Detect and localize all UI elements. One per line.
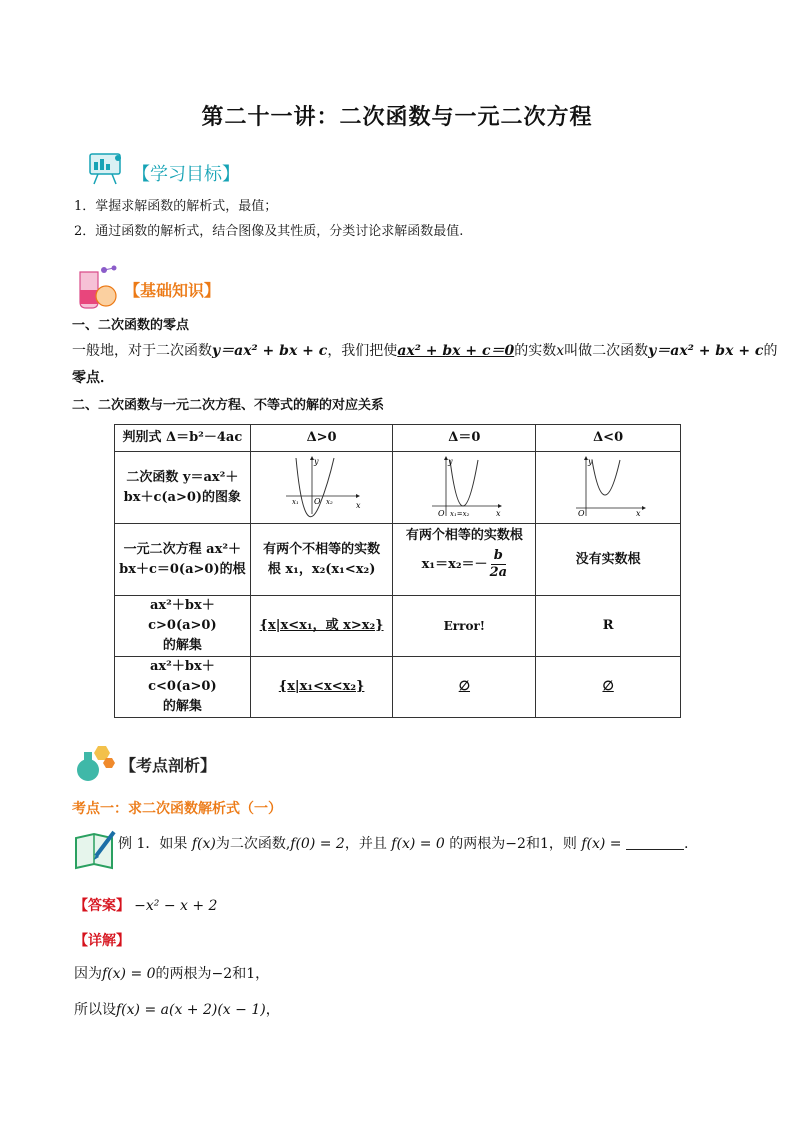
header-delta-neg: Δ<0	[536, 425, 681, 452]
example-text-c: 的两根为	[449, 836, 506, 852]
header-delta-zero: Δ＝0	[393, 425, 536, 452]
detail-tag: 【详解】	[74, 933, 130, 949]
goals-label: 【学习目标】	[132, 164, 240, 185]
basics-header	[72, 262, 220, 310]
detail-text-e: 所以设	[74, 1002, 116, 1018]
zero-equation: ax² + bx + c＝0	[397, 343, 515, 359]
table-row-roots	[115, 524, 681, 596]
zero-heading: 一、二次函数的零点	[72, 318, 190, 333]
detail-line-1	[74, 964, 269, 984]
roots-zero-formula	[397, 548, 531, 581]
answer-tag: 【答案】	[74, 898, 130, 914]
lt-row-label-2: 的解集	[162, 699, 202, 714]
graph1-origin-label: O	[313, 496, 321, 506]
graph1-y-label: y	[313, 456, 319, 466]
example-text-d: 和	[525, 836, 540, 852]
parabola-two-roots-graph	[282, 454, 362, 518]
answer-blank[interactable]	[626, 835, 684, 850]
graph3-y-label: y	[588, 456, 593, 466]
graph1-x1-label: x₁	[291, 497, 299, 506]
gt-row-label-2: 的解集	[162, 638, 202, 653]
roots-row-label-2: bx＋c＝0(a>0)的根	[119, 561, 246, 577]
zero-text-e: 的	[763, 343, 778, 359]
zero-text-d: 叫做二次函数	[564, 343, 649, 359]
example-text-a: 为二次函数,	[215, 836, 291, 852]
graph2-x1x2-label: x₁=x₂	[450, 509, 470, 518]
detail-line-2	[74, 1000, 280, 1020]
detail-fx0: f(x) = 0	[102, 966, 156, 982]
header-discriminant: 判别式 Δ＝b²－4ac	[115, 425, 251, 452]
lt-delta-pos: {x|x₁<x<x₂}	[250, 657, 393, 718]
zero-func-2: y＝ax² + bx + c	[648, 343, 764, 359]
analysis-label: 【考点剖析】	[120, 755, 217, 775]
detail-fx-factored: f(x) = a(x + 2)(x − 1)	[116, 1002, 266, 1018]
graph-row-label	[115, 452, 251, 524]
graph-delta-zero	[393, 452, 536, 524]
lt-row-label-1: ax²＋bx＋c<0(a>0)	[148, 659, 217, 694]
answer-line	[74, 896, 217, 917]
graph1-x-label: x	[355, 500, 361, 510]
table-row-graph	[115, 452, 681, 524]
example-f0: f(0) = 2	[290, 836, 345, 852]
lt-row-label	[115, 657, 251, 718]
goals-header	[86, 148, 240, 188]
fraction-numerator: b	[491, 548, 506, 565]
roots-zero-line-2: x₁＝x₂＝－	[421, 556, 488, 572]
example-fx: f(x)	[191, 836, 216, 852]
graph2-origin-label: O	[438, 508, 445, 518]
presentation-board-icon	[86, 148, 126, 188]
graph-row-label-1: 二次函数 y＝ax²＋	[126, 469, 239, 485]
graph1-x2-label: x₂	[325, 497, 333, 506]
chemistry-icon	[72, 742, 116, 782]
lt-delta-zero: ∅	[393, 657, 536, 718]
roots-pos-line-1: 有两个不相等的实数	[263, 541, 381, 557]
fraction-denominator: 2a	[489, 565, 508, 580]
roots-pos-line-2: 根 x₁，x₂(x₁<x₂)	[267, 561, 376, 577]
basics-label: 【基础知识】	[124, 280, 221, 300]
relation-heading: 二、二次函数与一元二次方程、不等式的解的对应关系	[72, 398, 385, 413]
relation-table	[114, 424, 681, 718]
example-1	[118, 834, 688, 854]
example-end: .	[683, 836, 689, 852]
page-title: 第二十一讲：二次函数与一元二次方程	[201, 104, 593, 130]
example-root-1: −2	[505, 836, 526, 852]
roots-zero-line-1: 有两个相等的实数根	[405, 528, 523, 543]
detail-root-2: 1	[246, 966, 256, 982]
book-pen-icon	[72, 826, 118, 872]
lt-delta-neg: ∅	[536, 657, 681, 718]
roots-delta-pos	[250, 524, 393, 596]
zero-text-a: 一般地，对于二次函数	[72, 343, 212, 359]
example-root-2: 1	[539, 836, 549, 852]
example-fx0: f(x) = 0	[391, 836, 445, 852]
graph2-x-label: x	[496, 508, 501, 518]
example-text-e: ，则	[548, 836, 577, 852]
goal-1: 1．掌握求解函数的解析式，最值；	[74, 199, 278, 214]
table-header-row	[115, 425, 681, 452]
zero-definition-line2: 零点．	[72, 370, 114, 386]
table-row-gt	[115, 596, 681, 657]
zero-text-c: 的实数	[514, 343, 557, 359]
zero-text-b: ，我们把使	[327, 343, 398, 359]
roots-row-label-1: 一元二次方程 ax²＋	[123, 541, 242, 557]
example-fx-eq: f(x) =	[581, 836, 622, 852]
header-delta-pos: Δ>0	[250, 425, 393, 452]
gt-delta-neg: R	[536, 596, 681, 657]
answer-value: −x² − x + 2	[134, 898, 218, 914]
graph-delta-neg	[536, 452, 681, 524]
detail-text-c: 和	[232, 966, 247, 982]
gt-row-label-1: ax²＋bx＋c>0(a>0)	[148, 598, 217, 633]
roots-row-label	[115, 524, 251, 596]
roots-zero-fraction	[490, 548, 507, 581]
analysis-header	[72, 742, 216, 782]
graph2-y-label: y	[448, 456, 453, 466]
graph-delta-pos	[250, 452, 393, 524]
example-label: 例 1．如果	[118, 836, 188, 852]
zero-var-x: x	[556, 343, 565, 359]
gt-delta-pos: {x|x<x₁，或 x>x₂}	[250, 596, 393, 657]
zero-definition-line1	[72, 341, 777, 361]
detail-tag-line	[74, 931, 130, 952]
detail-text-a: 因为	[74, 966, 102, 982]
detail-root-1: −2	[211, 966, 233, 982]
kaodian-heading	[72, 798, 282, 818]
graph-row-label-2: bx＋c(a>0)的图象	[123, 489, 242, 505]
graph3-origin-label: O	[578, 508, 585, 518]
parabola-one-root-graph	[424, 454, 504, 518]
gt-delta-zero: Error!	[393, 596, 536, 657]
example-text-b: ，并且	[344, 836, 387, 852]
graph3-x-label: x	[636, 508, 641, 518]
roots-delta-zero	[393, 524, 536, 596]
roots-delta-neg: 没有实数根	[536, 524, 681, 596]
table-row-lt	[115, 657, 681, 718]
gt-row-label	[115, 596, 251, 657]
detail-text-b: 的两根为	[155, 966, 212, 982]
parabola-no-root-graph	[568, 454, 648, 518]
detail-text-f: ，	[265, 1002, 280, 1018]
book-pen-icon-wrap	[72, 826, 118, 876]
kaodian-heading-text: 考点一：求二次函数解析式（一）	[72, 801, 282, 817]
zero-func: y＝ax² + bx + c	[212, 343, 328, 359]
flask-icon	[72, 262, 122, 310]
detail-text-d: ，	[255, 966, 270, 982]
goal-2: 2．通过函数的解析式，结合图像及其性质，分类讨论求解函数最值.	[74, 224, 464, 239]
